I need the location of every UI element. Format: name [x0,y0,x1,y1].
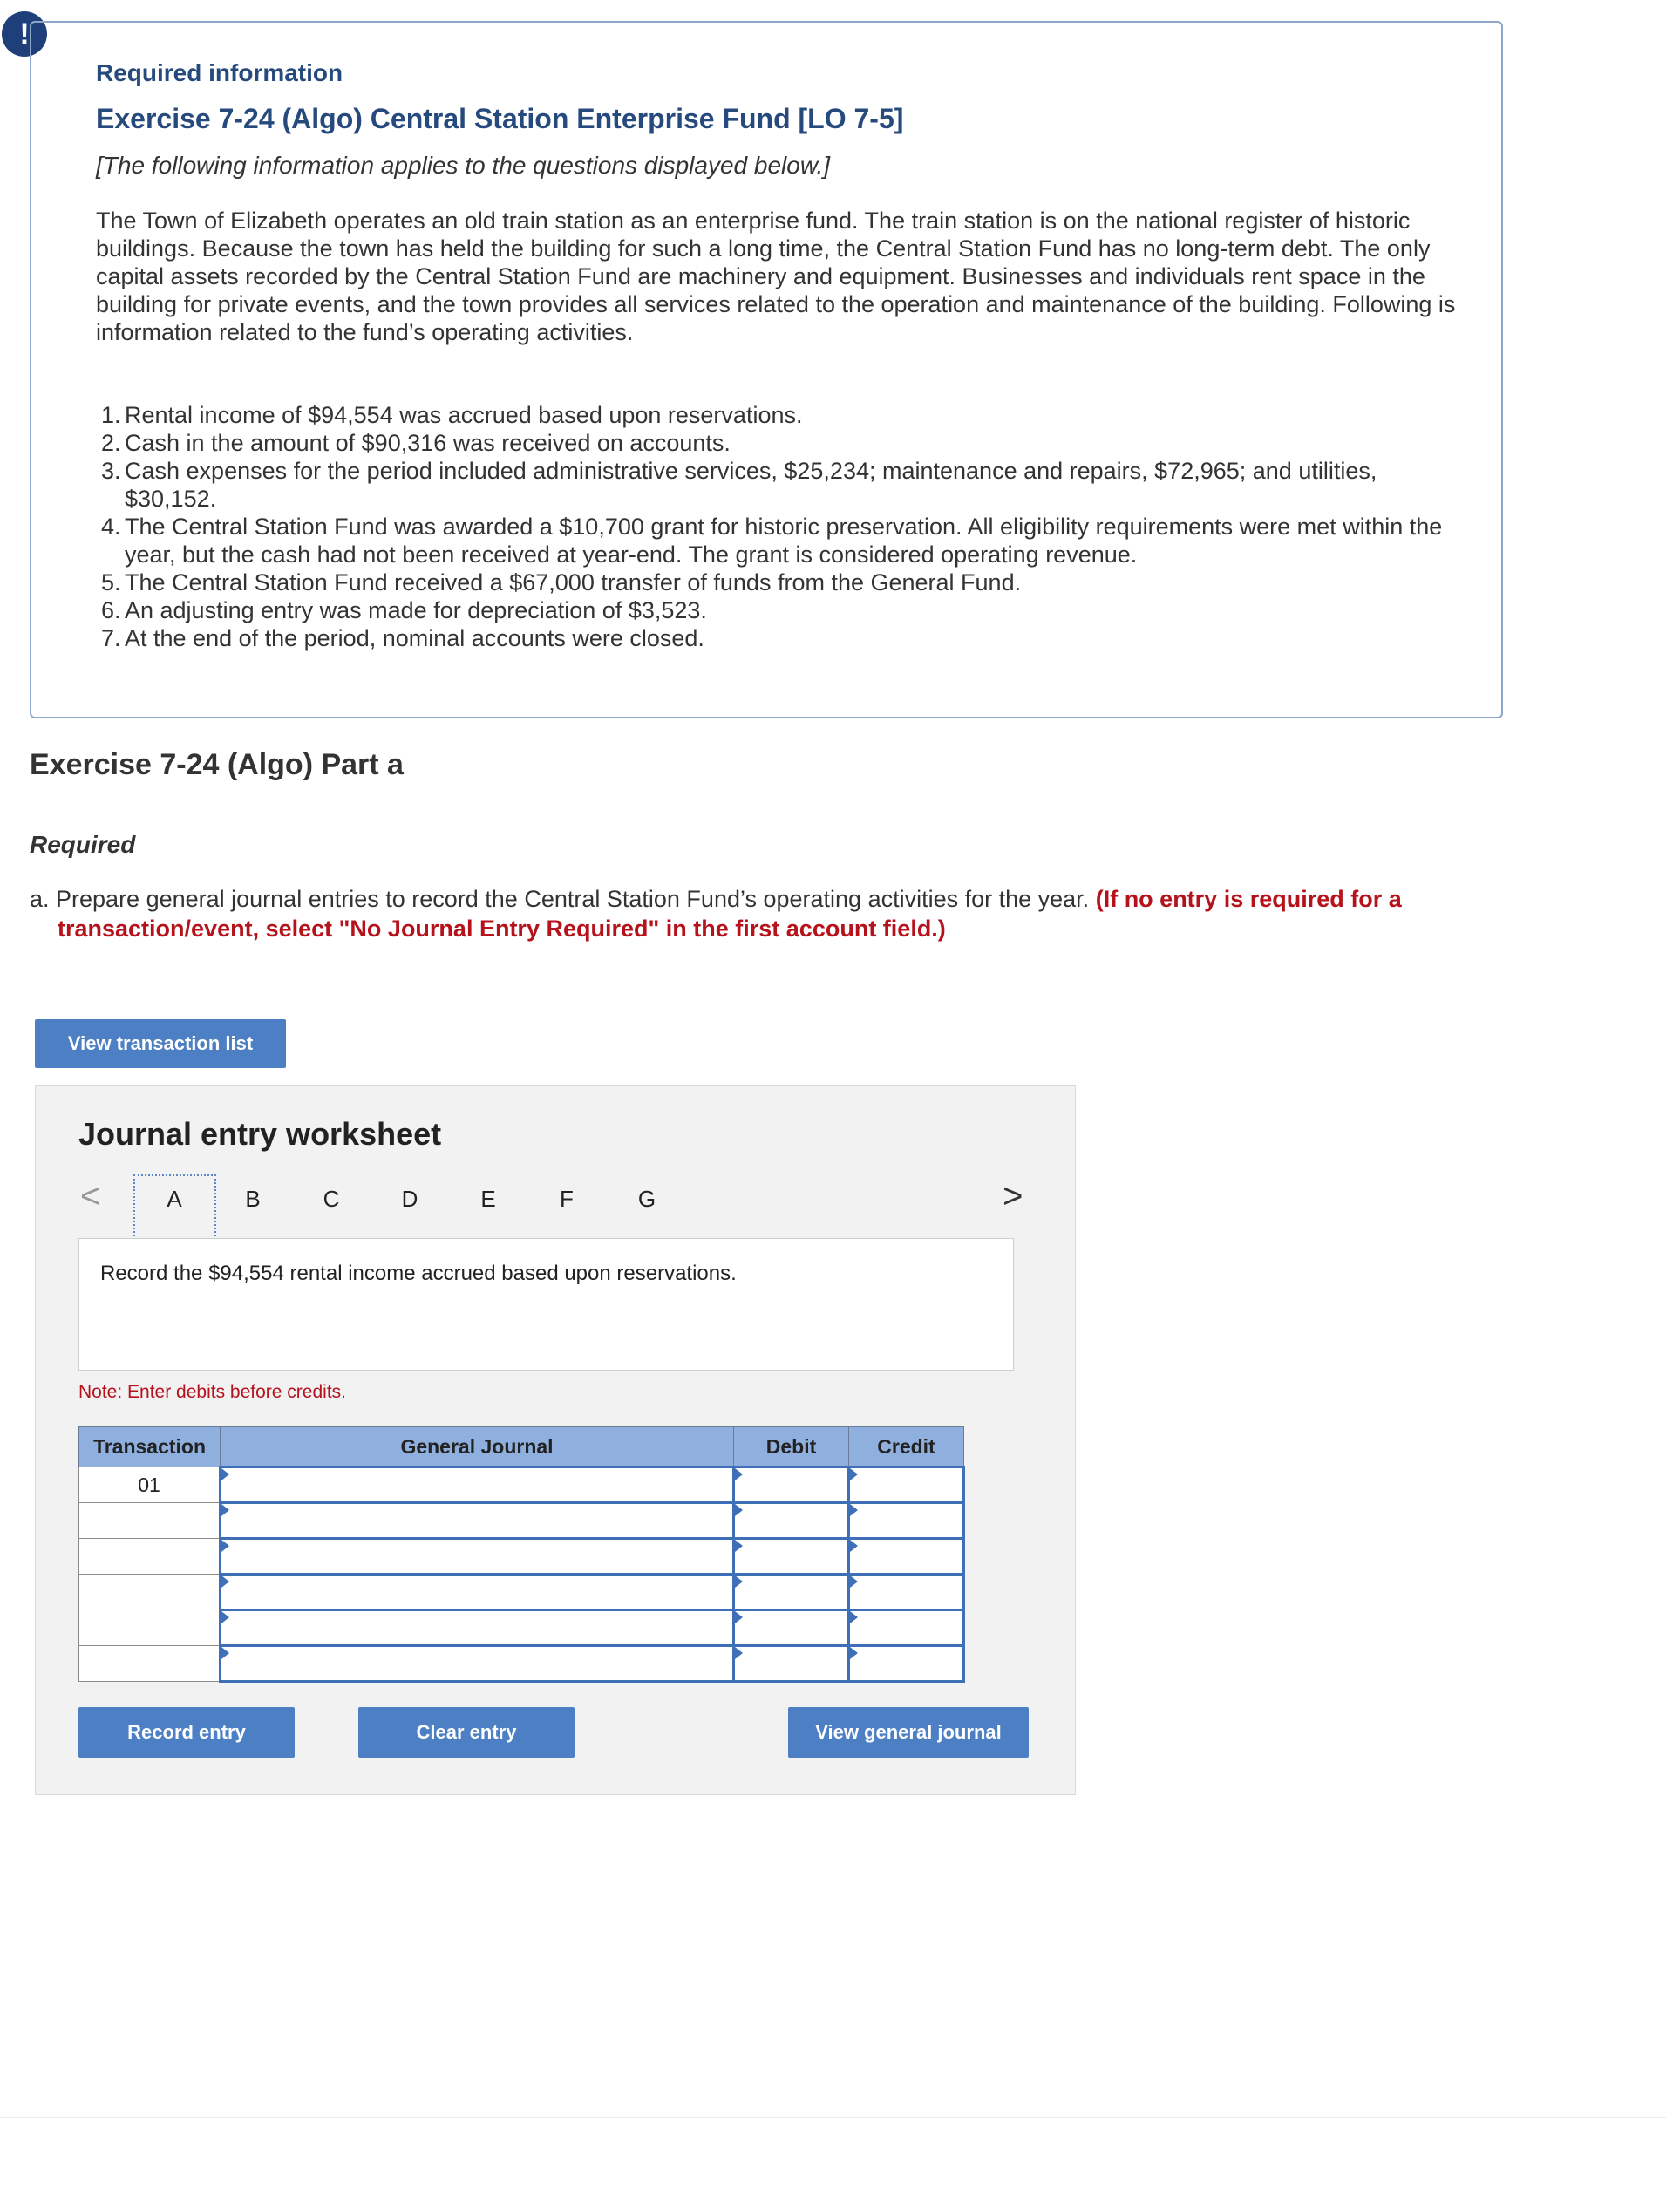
applies-note: [The following information applies to the questions displayed below.] [96,152,831,179]
list-item [96,624,1456,652]
chevron-left-icon[interactable]: < [80,1177,101,1215]
debit-field[interactable] [734,1503,849,1539]
tab-e[interactable]: E [480,1186,496,1212]
item-text: At the end of the period, nominal accounts were closed. [125,625,704,651]
list-item [96,513,1456,568]
credit-field[interactable] [849,1575,964,1610]
item-text: An adjusting entry was made for depreciation of $3,523. [125,597,707,623]
view-transaction-list-button[interactable]: View transaction list [35,1019,286,1068]
transaction-cell [79,1646,221,1682]
item-text: Cash expenses for the period included administrative services, $25,234; maintenance and repairs, $72,965; and utilities, $30,152. [125,458,1377,512]
transaction-cell [79,1503,221,1539]
tab-b[interactable]: B [245,1186,261,1212]
item-number: 5. [101,569,121,596]
clear-entry-button[interactable]: Clear entry [358,1707,575,1758]
item-number: 7. [101,625,121,651]
intro-paragraph: The Town of Elizabeth operates an old train station as an enterprise fund. The train station is on the national register of historic buildings. Because the town has held the building for such a long time, the Central Station Fund has no long-term debt. The only capital assets recorded by the Central Station Fund are machinery and equipment. Businesses and individuals rent space in the building for private events, and the town provides all services related to the operation and maintenance of the building. Following is information related to the fund’s operating activities. [96,208,1456,345]
transaction-description-box [78,1238,1014,1371]
exercise-title: Exercise 7-24 (Algo) Central Station Enterprise Fund [LO 7-5] [96,103,904,134]
item-text: The Central Station Fund was awarded a $10,700 grant for historic preservation. All eligibility requirements were met within the year, but the cash had not been received at year-end. The grant is considered operating revenue. [125,514,1443,568]
instruction-text: a. Prepare general journal entries to record the Central Station Fund’s operating activities for the year. [30,886,1090,912]
item-number: 6. [101,597,121,623]
list-item [96,457,1456,513]
account-field[interactable] [221,1610,734,1646]
transaction-description: Record the $94,554 rental income accrued based upon reservations. [100,1262,737,1285]
table-row [79,1539,964,1575]
debit-field[interactable] [734,1646,849,1682]
column-header-transaction: Transaction [79,1427,221,1467]
account-field[interactable] [221,1539,734,1575]
credit-field[interactable] [849,1610,964,1646]
column-header-debit: Debit [734,1427,849,1467]
page-divider [0,2117,1666,2118]
table-row [79,1467,964,1503]
table-row [79,1575,964,1610]
list-item [96,568,1456,596]
instruction [30,884,1522,943]
table-row [79,1503,964,1539]
item-text: The Central Station Fund received a $67,000 transfer of funds from the General Fund. [125,569,1022,596]
view-general-journal-button[interactable]: View general journal [788,1707,1029,1758]
table-row [79,1610,964,1646]
account-field[interactable] [221,1646,734,1682]
part-title: Exercise 7-24 (Algo) Part a [30,748,404,781]
tab-a[interactable]: A [167,1186,182,1212]
account-field[interactable] [221,1503,734,1539]
credit-field[interactable] [849,1467,964,1503]
item-text: Rental income of $94,554 was accrued based upon reservations. [125,402,803,428]
item-number: 4. [101,514,121,540]
credit-field[interactable] [849,1503,964,1539]
column-header-general-journal: General Journal [221,1427,734,1467]
debit-field[interactable] [734,1467,849,1503]
list-item [96,596,1456,624]
list-item [96,429,1456,457]
entry-note: Note: Enter debits before credits. [78,1382,346,1402]
transaction-cell [79,1610,221,1646]
instruction-emphasis: (If no entry is required for a transaction/event, select "No Journal Entry Required" in the first account field.) [58,886,1402,942]
account-field[interactable] [221,1467,734,1503]
transaction-cell [79,1539,221,1575]
debit-field[interactable] [734,1539,849,1575]
account-field[interactable] [221,1575,734,1610]
required-label: Required [30,831,136,858]
general-journal-table [78,1426,965,1683]
tab-d[interactable]: D [401,1186,418,1212]
required-information-label: Required information [96,59,343,86]
tab-f[interactable]: F [560,1186,574,1212]
tab-g[interactable]: G [637,1186,656,1212]
transaction-cell [79,1575,221,1610]
column-header-credit: Credit [849,1427,964,1467]
debit-field[interactable] [734,1575,849,1610]
tab-c[interactable]: C [323,1186,340,1212]
exclamation-icon: ! [2,11,47,57]
item-number: 2. [101,430,121,456]
table-row [79,1646,964,1682]
debit-field[interactable] [734,1610,849,1646]
credit-field[interactable] [849,1539,964,1575]
list-item [96,401,1456,429]
worksheet-title: Journal entry worksheet [78,1116,442,1152]
chevron-right-icon[interactable]: > [1003,1177,1023,1215]
record-entry-button[interactable]: Record entry [78,1707,295,1758]
transaction-list [96,401,1456,652]
credit-field[interactable] [849,1646,964,1682]
transaction-cell: 01 [79,1467,221,1503]
item-number: 1. [101,402,121,428]
item-number: 3. [101,458,121,484]
item-text: Cash in the amount of $90,316 was received on accounts. [125,430,731,456]
